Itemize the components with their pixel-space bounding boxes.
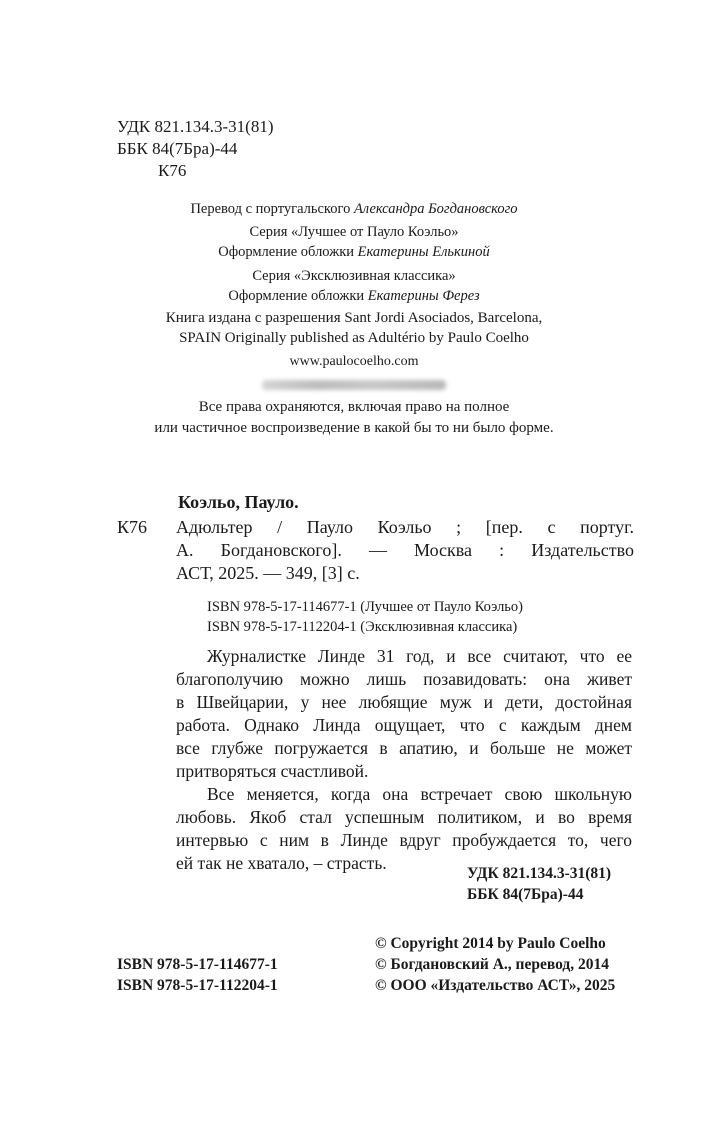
bbk-code: ББК 84(7Бра)-44 (117, 139, 238, 158)
imprint-isbn-2: ISBN 978-5-17-112204-1 (117, 977, 278, 994)
series-1: Серия «Лучшее от Пауло Коэльо» (249, 224, 459, 240)
annotation-p1-line-3: в Швейцарии, у нее любящие муж и дети, достойная (176, 692, 632, 712)
permission-line-1: Книга издана с разрешения Sant Jordi Asociados, Barcelona, (165, 310, 543, 326)
cover-design-2-artist: Екатерины Ферез (367, 288, 480, 304)
blurred-url (0, 377, 708, 395)
catalog-isbn-1: ISBN 978-5-17-114677-1 (Лучшее от Пауло Коэльо) (207, 599, 523, 615)
annotation-p2-line-3: интервью с ним в Линде вдруг пробуждается то, чего (176, 830, 632, 850)
rights-line-1: Все права охраняются, включая право на полное (198, 399, 510, 415)
bottom-bbk-code: ББК 84(7Бра)-44 (467, 886, 584, 903)
series-2: Серия «Эксклюзивная классика» (252, 268, 456, 284)
cover-design-2 (0, 286, 708, 306)
annotation-p2-line-1: Все меняется, когда она встречает свою школьную (207, 784, 632, 804)
annotation-p2-line-4: ей так не хватало, – страсть. (176, 853, 387, 873)
imprint-isbn-1: ISBN 978-5-17-114677-1 (117, 956, 278, 973)
website-url: www.paulocoelho.com (289, 354, 419, 369)
udk-code: УДК 821.134.3-31(81) (117, 117, 274, 136)
copyright-translation: © Богдановский А., перевод, 2014 (375, 956, 609, 973)
bottom-udk-code: УДК 821.134.3-31(81) (467, 865, 612, 882)
copyright-publisher: © ООО «Издательство АСТ», 2025 (375, 977, 616, 994)
translation-prefix: Перевод с португальского (190, 201, 351, 217)
annotation-p2-line-2: любовь. Якоб стал успешным политиком, и во время (176, 807, 632, 827)
annotation-p1-line-4: работа. Однако Линда ощущает, что с каждым днем (176, 715, 632, 735)
annotation (176, 645, 632, 875)
translation-credit (0, 199, 708, 219)
annotation-p1-line-1: Журналистке Линде 31 год, и все считают, что ее (207, 646, 632, 666)
author-mark: К76 (158, 161, 187, 180)
catalog-mark: К76 (117, 517, 148, 537)
cover-design-1-artist: Екатерины Елькиной (357, 244, 490, 260)
translator-name: Александра Богдановского (353, 201, 518, 217)
annotation-p1-line-5: все глубже погружается в апатию, и больше не может (176, 738, 632, 758)
annotation-p1-line-6: притворяться счастливой. (176, 761, 369, 781)
catalog-desc-line-2: А. Богдановского]. — Москва : Издательство (176, 540, 634, 560)
copyright-author: © Copyright 2014 by Paulo Coelho (375, 935, 606, 952)
rights-line-2: или частичное воспроизведение в какой бы то ни было форме. (154, 420, 554, 436)
annotation-p1-line-2: благополучию можно лишь позавидовать: она живет (176, 669, 632, 689)
cover-design-1-prefix: Оформление обложки (218, 244, 355, 260)
catalog-desc-line-3: АСТ, 2025. — 349, [3] с. (176, 563, 360, 583)
catalog-description (176, 516, 634, 585)
catalog-desc-line-1: Адюльтер / Пауло Коэльо ; [пер. с португ. (176, 517, 634, 537)
catalog-author: Коэльо, Пауло. (178, 492, 299, 512)
catalog-isbn-2: ISBN 978-5-17-112204-1 (Эксклюзивная классика) (207, 619, 518, 635)
permission-line-2: SPAIN Originally published as Adultério by Paulo Coelho (179, 330, 529, 346)
cover-design-1 (0, 242, 708, 262)
cover-design-2-prefix: Оформление обложки (228, 288, 365, 304)
